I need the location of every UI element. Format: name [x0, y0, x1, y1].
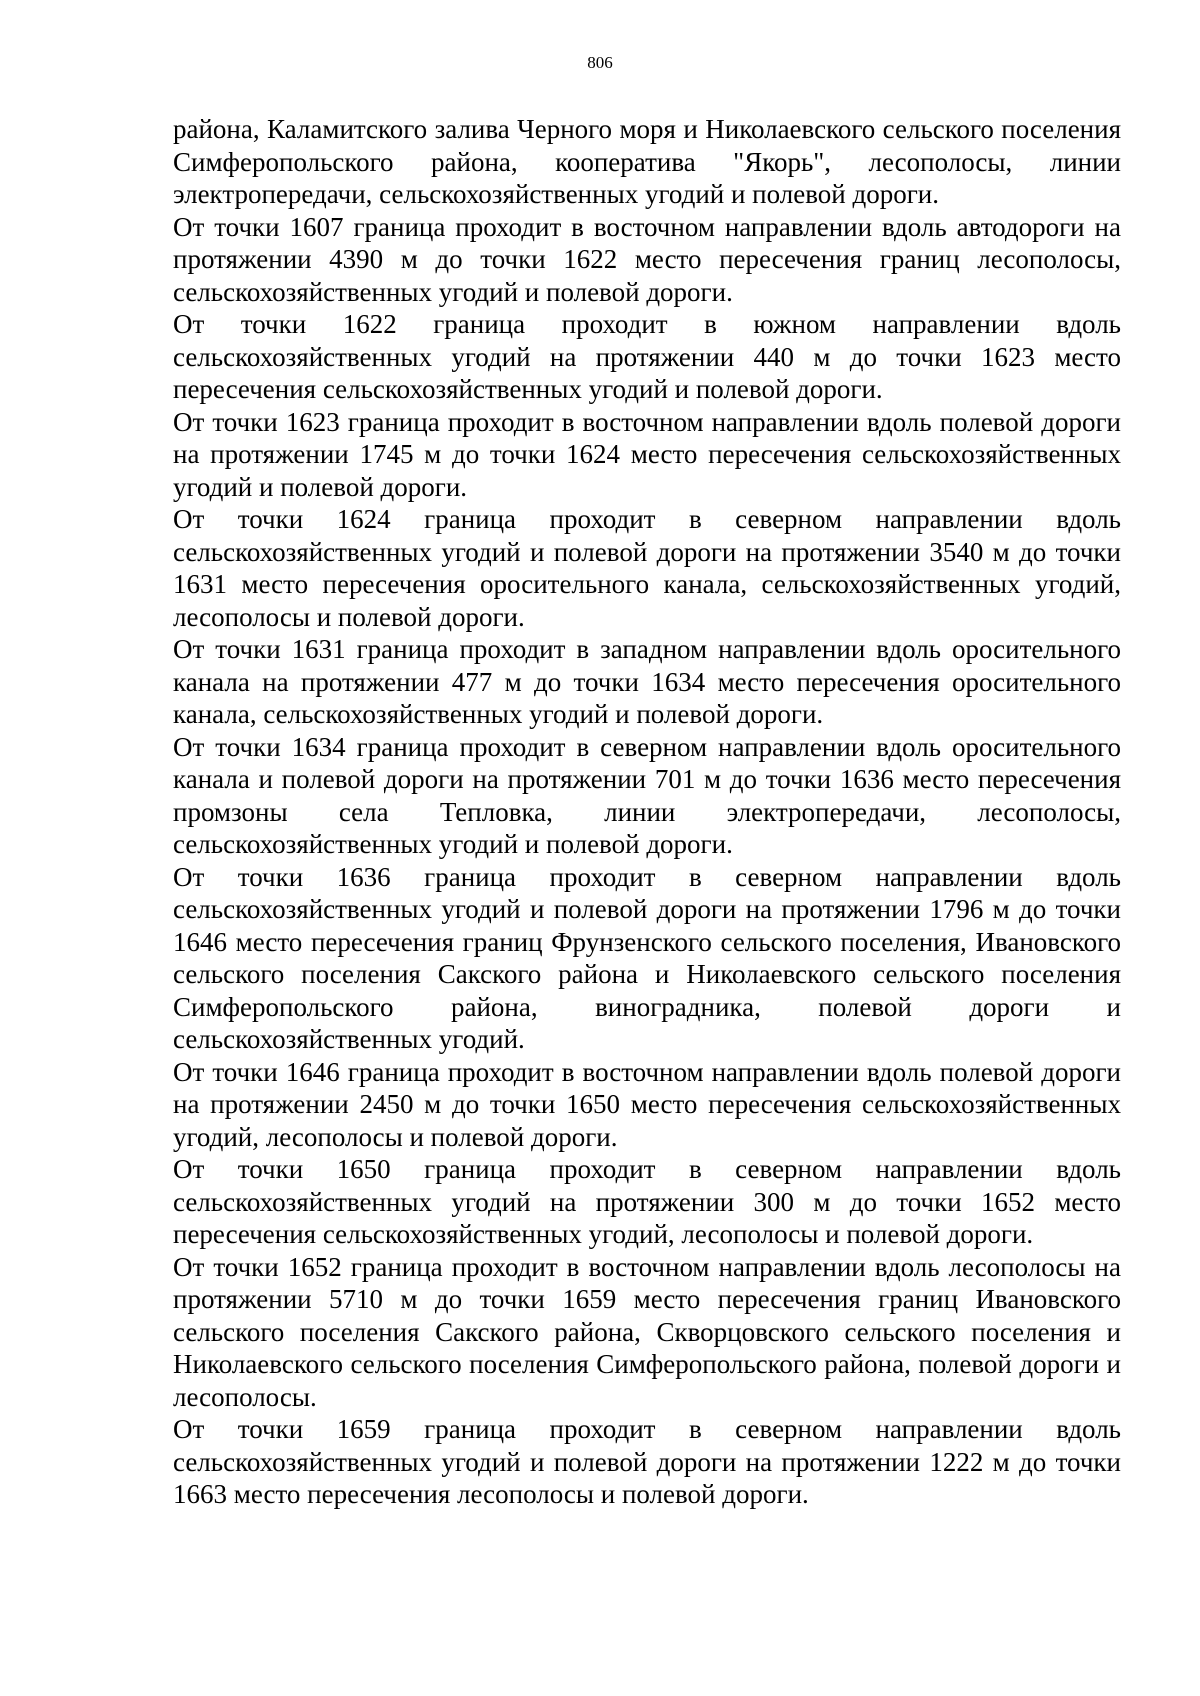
paragraph: От точки 1650 граница проходит в северном направлении вдоль сельскохозяйственных угодий на протяжении 300 м до точки 1652 место пересечения сельскохозяйственных угодий, лесополосы и полевой дороги. — [173, 1154, 1121, 1249]
paragraph: От точки 1636 граница проходит в северном направлении вдоль сельскохозяйственных угодий и полевой дороги на протяжении 1796 м до точки 1646 место пересечения границ Фрунзенского сельского поселения, Ивановского сельского поселения Сакского района и Николаевского сельского поселения Симферопольского района, виноградника, полевой дороги и сельскохозяйственных угодий. — [173, 861, 1121, 1054]
paragraph: От точки 1607 граница проходит в восточном направлении вдоль автодороги на протяжении 4390 м до точки 1622 место пересечения границ лесополосы, сельскохозяйственных угодий и полевой дороги. — [173, 211, 1121, 307]
paragraph: От точки 1622 граница проходит в южном направлении вдоль сельскохозяйственных угодий на протяжении 440 м до точки 1623 место пересечения сельскохозяйственных угодий и полевой дороги. — [173, 309, 1121, 404]
paragraph: От точки 1623 граница проходит в восточном направлении вдоль полевой дороги на протяжении 1745 м до точки 1624 место пересечения сельскохозяйственных угодий и полевой дороги. — [173, 406, 1121, 502]
page-number: 806 — [587, 53, 613, 72]
document-body — [173, 113, 1121, 1511]
paragraph: От точки 1652 граница проходит в восточном направлении вдоль лесополосы на протяжении 5710 м до точки 1659 место пересечения границ Ивановского сельского поселения Сакского района, Скворцовского сельского поселения и Николаевского сельского поселения Симферопольского района, полевой дороги и лесополосы. — [173, 1251, 1121, 1412]
paragraph: От точки 1659 граница проходит в северном направлении вдоль сельскохозяйственных угодий и полевой дороги на протяжении 1222 м до точки 1663 место пересечения лесополосы и полевой дороги. — [173, 1414, 1121, 1509]
paragraph: От точки 1646 граница проходит в восточном направлении вдоль полевой дороги на протяжении 2450 м до точки 1650 место пересечения сельскохозяйственных угодий, лесополосы и полевой дороги. — [173, 1056, 1121, 1152]
paragraph: района, Каламитского залива Черного моря и Николаевского сельского поселения Симферопольского района, кооператива "Якорь", лесополосы, линии электропередачи, сельскохозяйственных угодий и полевой дороги. — [173, 114, 1121, 209]
paragraph: От точки 1631 граница проходит в западном направлении вдоль оросительного канала на протяжении 477 м до точки 1634 место пересечения оросительного канала, сельскохозяйственных угодий и полевой дороги. — [173, 634, 1121, 729]
paragraph: От точки 1634 граница проходит в северном направлении вдоль оросительного канала и полевой дороги на протяжении 701 м до точки 1636 место пересечения промзоны села Тепловка, линии электропередачи, лесополосы, сельскохозяйственных угодий и полевой дороги. — [173, 731, 1121, 859]
paragraph: От точки 1624 граница проходит в северном направлении вдоль сельскохозяйственных угодий и полевой дороги на протяжении 3540 м до точки 1631 место пересечения оросительного канала, сельскохозяйственных угодий, лесополосы и полевой дороги. — [173, 504, 1121, 632]
